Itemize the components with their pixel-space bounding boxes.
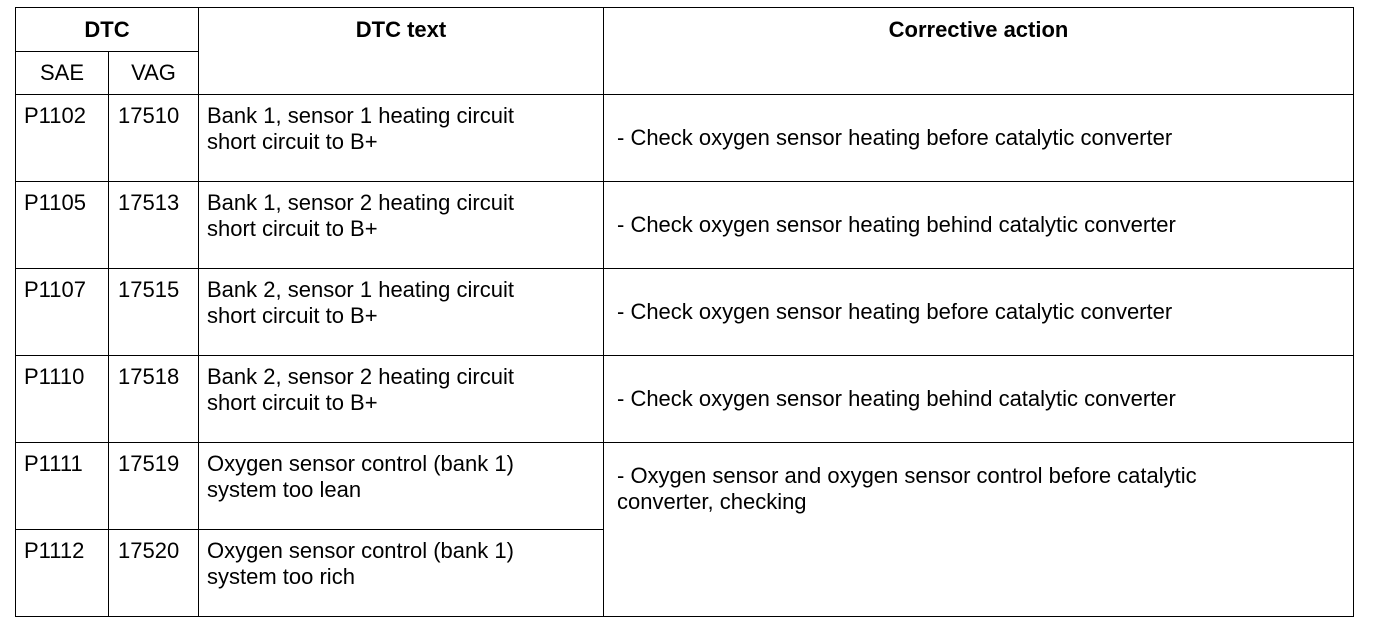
dtc-text: Bank 2, sensor 1 heating circuit short circuit to B+ [207, 277, 514, 328]
table-row [16, 95, 1354, 182]
corrective-action: - Check oxygen sensor heating behind catalytic converter [617, 386, 1176, 411]
sae-code: P1110 [16, 356, 109, 443]
vag-code: 17510 [109, 95, 199, 182]
vag-code: 17515 [109, 269, 199, 356]
header-dtc: DTC [16, 8, 199, 52]
sae-code: P1102 [16, 95, 109, 182]
corrective-action: - Check oxygen sensor heating behind catalytic converter [617, 212, 1176, 237]
vag-code: 17519 [109, 443, 199, 530]
dtc-table [15, 7, 1354, 617]
corrective-action: - Oxygen sensor and oxygen sensor control before catalytic converter, checking [617, 463, 1197, 514]
table-row [16, 443, 1354, 530]
vag-code: 17520 [109, 530, 199, 617]
dtc-text: Bank 1, sensor 1 heating circuit short circuit to B+ [207, 103, 514, 154]
table-row [16, 182, 1354, 269]
vag-code: 17513 [109, 182, 199, 269]
sae-code: P1112 [16, 530, 109, 617]
header-vag: VAG [109, 52, 199, 95]
dtc-text: Oxygen sensor control (bank 1) system too lean [207, 451, 514, 502]
corrective-action: - Check oxygen sensor heating before catalytic converter [617, 125, 1173, 150]
header-dtc-text: DTC text [199, 8, 604, 95]
dtc-text: Bank 2, sensor 2 heating circuit short circuit to B+ [207, 364, 514, 415]
header-sae: SAE [16, 52, 109, 95]
sae-code: P1111 [16, 443, 109, 530]
vag-code: 17518 [109, 356, 199, 443]
sae-code: P1107 [16, 269, 109, 356]
table-row [16, 356, 1354, 443]
sae-code: P1105 [16, 182, 109, 269]
dtc-text: Oxygen sensor control (bank 1) system too rich [207, 538, 514, 589]
corrective-action: - Check oxygen sensor heating before catalytic converter [617, 299, 1173, 324]
dtc-text: Bank 1, sensor 2 heating circuit short circuit to B+ [207, 190, 514, 241]
header-row [16, 8, 1354, 52]
table-row [16, 269, 1354, 356]
header-corrective-action: Corrective action [604, 8, 1354, 95]
